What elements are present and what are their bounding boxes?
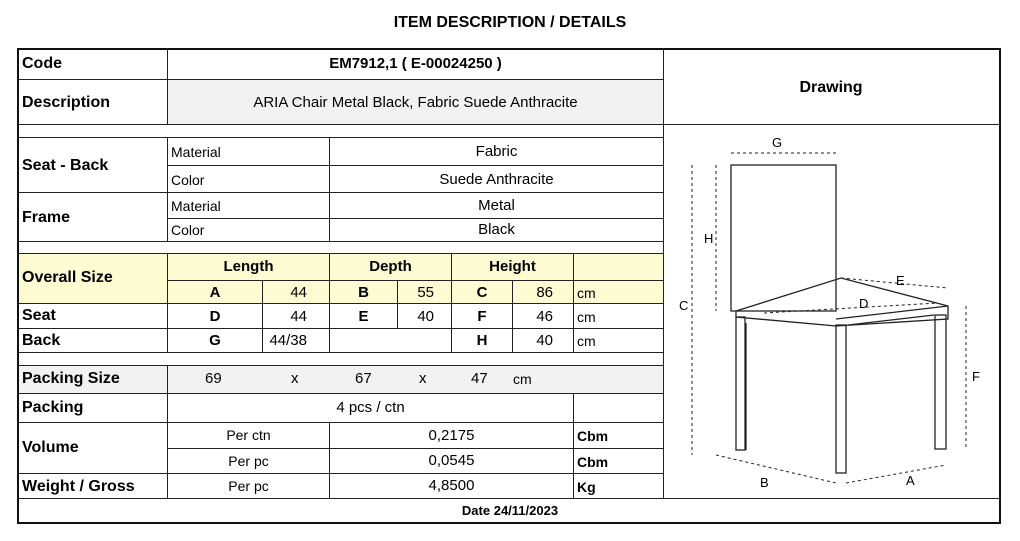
dim-b-label: B <box>358 284 369 301</box>
frame-color-label: Color <box>171 222 205 238</box>
dim-c-label: C <box>476 284 488 301</box>
page-title: ITEM DESCRIPTION / DETAILS <box>393 14 627 31</box>
dim-c-value: 86 <box>536 284 553 301</box>
depth-header: Depth <box>369 258 412 275</box>
back-label: Back <box>22 332 61 349</box>
packing-size-label: Packing Size <box>22 370 120 387</box>
seat-unit: cm <box>577 309 596 325</box>
dim-g-value: 44/38 <box>269 332 307 349</box>
weight-value: 4,8500 <box>428 477 475 494</box>
drawing-letter-e: E <box>896 273 905 288</box>
volume-per-pc-unit: Cbm <box>577 454 609 470</box>
description-label: Description <box>22 94 111 111</box>
drawing-letter-f: F <box>972 369 980 384</box>
drawing-letter-d: D <box>859 296 869 311</box>
frame-material-label: Material <box>171 198 221 214</box>
drawing-letter-a: A <box>906 473 915 488</box>
length-header: Length <box>223 258 274 275</box>
back-unit: cm <box>577 333 596 349</box>
packing-width: 67 <box>355 370 372 387</box>
seat-back-color: Suede Anthracite <box>439 171 554 188</box>
dim-b-value: 55 <box>417 284 434 301</box>
dim-d-label: D <box>209 308 221 325</box>
packing-x2: x <box>419 370 427 387</box>
dim-g-label: G <box>209 332 221 349</box>
frame-label: Frame <box>22 209 71 226</box>
packing-x1: x <box>291 370 299 387</box>
dim-a-value: 44 <box>290 284 307 301</box>
seat-back-material: Fabric <box>475 143 518 160</box>
volume-per-pc-label: Per pc <box>228 453 269 469</box>
seat-label: Seat <box>22 307 56 324</box>
dim-f-label: F <box>477 308 487 325</box>
description-value: ARIA Chair Metal Black, Fabric Suede Anthracite <box>253 94 578 111</box>
dim-f-value: 46 <box>536 308 553 325</box>
weight-label: Weight / Gross <box>22 478 135 495</box>
volume-per-ctn-unit: Cbm <box>577 428 609 444</box>
dim-e-label: E <box>358 308 369 325</box>
dim-h-label: H <box>476 332 488 349</box>
weight-per-pc-label: Per pc <box>228 478 269 494</box>
seat-back-label: Seat - Back <box>22 157 109 174</box>
volume-label: Volume <box>22 439 79 456</box>
packing-label: Packing <box>22 399 84 416</box>
packing-length: 69 <box>205 370 222 387</box>
volume-per-ctn-label: Per ctn <box>226 427 271 443</box>
code-label: Code <box>22 55 62 72</box>
height-header: Height <box>489 258 536 275</box>
date: Date 24/11/2023 <box>461 503 559 518</box>
drawing-letter-c: C <box>679 298 689 313</box>
drawing-letter-h: H <box>704 231 714 246</box>
dim-e-value: 40 <box>417 308 434 325</box>
frame-color: Black <box>478 221 515 238</box>
drawing-letter-b: B <box>760 475 769 490</box>
drawing-letter-g: G <box>772 135 783 150</box>
dim-a-label: A <box>209 284 221 301</box>
packing-size-unit: cm <box>513 371 532 387</box>
overall-size-label: Overall Size <box>22 269 113 286</box>
drawing-label: Drawing <box>799 79 863 96</box>
frame-material: Metal <box>478 197 515 214</box>
dim-h-value: 40 <box>536 332 553 349</box>
code-value: EM7912,1 ( E-00024250 ) <box>329 55 502 72</box>
seat-back-material-label: Material <box>171 144 221 160</box>
dim-d-value: 44 <box>290 308 307 325</box>
packing-value: 4 pcs / ctn <box>336 399 405 416</box>
volume-per-ctn: 0,2175 <box>428 427 475 444</box>
overall-unit: cm <box>577 285 596 301</box>
volume-per-pc: 0,0545 <box>428 452 475 469</box>
seat-back-color-label: Color <box>171 172 205 188</box>
chair-drawing <box>664 125 1000 498</box>
weight-unit: Kg <box>577 479 596 495</box>
packing-height: 47 <box>471 370 488 387</box>
